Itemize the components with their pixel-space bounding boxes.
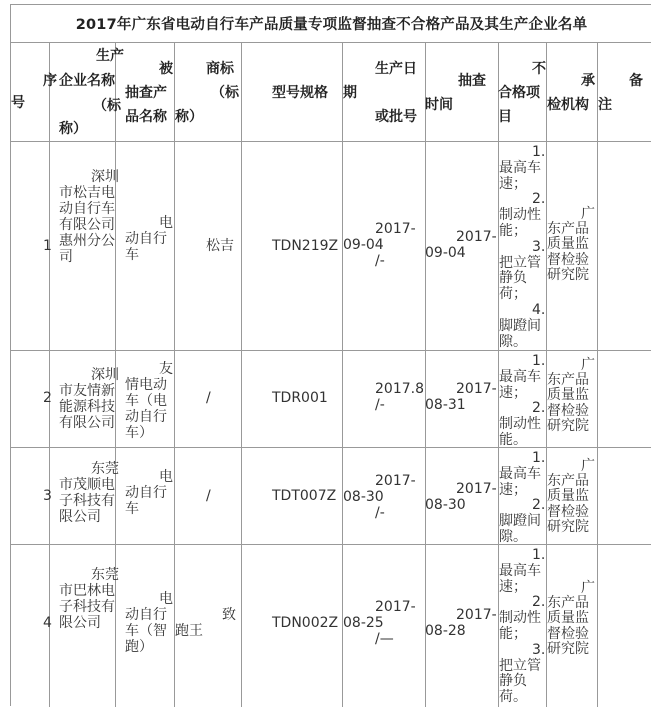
product-name: 动自行 — [125, 485, 167, 501]
failed-item: 能； — [499, 223, 527, 239]
failed-item: 速； — [499, 578, 527, 595]
product-name: 动自行 — [125, 607, 167, 623]
company-name: 能源科技 — [59, 399, 115, 415]
failed-item: 速； — [499, 384, 527, 401]
header-items: 目 — [498, 109, 512, 125]
header-company: （标 — [93, 98, 121, 114]
testing-org: 督检验 — [547, 251, 589, 268]
company-name: 深圳 — [91, 367, 119, 383]
testing-org: 质量监 — [547, 236, 589, 253]
failed-item: 脚蹬间 — [499, 513, 541, 530]
header-org: 检机构 — [547, 97, 589, 113]
company-name: 有限公司 — [59, 415, 115, 431]
product-name: 车（智 — [125, 623, 167, 639]
company-name: 限公司 — [59, 615, 101, 631]
failed-item: 3. — [532, 641, 546, 658]
product-name: 动自行 — [125, 231, 167, 247]
company-name: 市友情新 — [59, 383, 115, 399]
failed-item: 3. — [532, 238, 546, 255]
table-title: 2017年广东省电动自行车产品质量专项监督抽查不合格产品及其生产企业名单 — [11, 5, 651, 43]
testing-org: 广 — [581, 458, 595, 474]
failed-item: 制动性 — [499, 610, 541, 627]
grid-line — [174, 43, 175, 707]
check-time: 2017- — [456, 607, 497, 623]
company-name: 动自行车 — [59, 201, 115, 217]
product-name: 车（电 — [125, 393, 167, 409]
testing-org: 质量监 — [547, 488, 589, 505]
product-name: 友 — [159, 361, 173, 377]
failed-item: 隙。 — [499, 333, 527, 350]
product-name: 电 — [159, 469, 173, 485]
failed-item: 2. — [532, 497, 546, 514]
check-time: 08-31 — [425, 397, 466, 413]
header-check-time: 时间 — [425, 97, 453, 113]
company-name: 惠州分公 — [59, 233, 115, 249]
brand-name: / — [206, 488, 211, 504]
testing-org: 研究院 — [547, 266, 589, 283]
check-time: 08-28 — [425, 623, 466, 639]
failed-item: 1. — [532, 353, 546, 369]
model-spec: TDN002Z — [272, 615, 339, 631]
header-note: 注 — [598, 97, 612, 113]
brand-name: 跑王 — [175, 623, 203, 639]
header-company: 生产 — [96, 48, 124, 64]
brand-name: 松吉 — [206, 238, 234, 254]
brand-name: 致 — [222, 607, 236, 623]
product-name: 车 — [125, 501, 139, 517]
failed-item: 1. — [532, 547, 546, 563]
header-seq: 序 — [43, 73, 57, 89]
failed-item: 2. — [532, 594, 546, 611]
grid-line — [425, 43, 426, 707]
testing-org: 质量监 — [547, 610, 589, 627]
header-org: 承 — [581, 73, 595, 89]
header-prod-date: 或批号 — [375, 109, 417, 125]
production-date: /- — [375, 253, 385, 269]
failed-item: 4. — [532, 302, 546, 318]
failed-item: 脚蹬间 — [499, 317, 541, 334]
product-name: 电 — [159, 591, 173, 607]
header-prod-date: 期 — [343, 85, 357, 101]
row-seq: 3 — [43, 488, 52, 504]
failed-item: 2. — [532, 400, 546, 417]
testing-org: 东产品 — [547, 221, 589, 238]
grid-line — [11, 350, 651, 351]
header-brand: 商标 — [206, 61, 234, 77]
company-name: 子科技有 — [59, 493, 115, 509]
failed-item: 最高车 — [499, 368, 541, 385]
testing-org: 东产品 — [547, 372, 589, 389]
row-seq: 4 — [43, 615, 52, 631]
header-check-time: 抽查 — [458, 73, 486, 89]
testing-org: 督检验 — [547, 503, 589, 520]
header-items: 合格项 — [498, 85, 540, 101]
production-date: /- — [375, 397, 385, 413]
grid-line — [11, 447, 651, 448]
failed-item: 制动性 — [499, 416, 541, 433]
testing-org: 研究院 — [547, 518, 589, 535]
check-time: 09-04 — [425, 245, 466, 261]
failed-item: 能； — [499, 626, 527, 642]
model-spec: TDN219Z — [272, 238, 339, 254]
testing-org: 广 — [581, 357, 595, 373]
header-company: 企业名称 — [59, 73, 115, 89]
product-name: 车 — [125, 247, 139, 263]
failed-item: 1. — [532, 450, 546, 466]
model-spec: TDR001 — [272, 390, 328, 406]
product-name: 车） — [125, 425, 153, 441]
company-name: 东莞 — [91, 461, 119, 477]
header-seq: 号 — [11, 95, 25, 111]
failed-item: 把立管 — [499, 254, 541, 271]
model-spec: TDT007Z — [272, 488, 337, 504]
company-name: 限公司 — [59, 509, 101, 525]
grid-line — [342, 43, 343, 707]
header-items: 不 — [532, 61, 546, 77]
product-name: 跑） — [125, 639, 153, 655]
failed-item: 速； — [499, 175, 527, 192]
brand-name: / — [206, 390, 211, 406]
grid-line — [11, 544, 651, 545]
header-company: 称） — [59, 121, 87, 137]
production-date: 2017- — [375, 473, 416, 489]
header-product: 抽查产 — [125, 85, 167, 101]
grid-line — [597, 43, 598, 707]
check-time: 2017- — [456, 481, 497, 497]
production-date: 08-30 — [343, 489, 384, 505]
failed-item: 隙。 — [499, 529, 527, 545]
grid-line — [241, 43, 242, 707]
company-name: 市茂顺电 — [59, 477, 115, 493]
product-name: 电 — [159, 215, 173, 231]
testing-org: 东产品 — [547, 595, 589, 612]
failed-item: 把立管 — [499, 657, 541, 674]
company-name: 市巴林电 — [59, 583, 115, 599]
header-product: 被 — [159, 61, 173, 77]
header-note: 备 — [629, 73, 643, 89]
failed-item: 1. — [532, 144, 546, 160]
failed-item: 能。 — [499, 432, 527, 448]
testing-org: 广 — [581, 206, 595, 222]
failed-item: 最高车 — [499, 159, 541, 176]
row-seq: 2 — [43, 390, 52, 406]
failed-item: 最高车 — [499, 562, 541, 579]
grid-line — [49, 43, 50, 707]
production-date: /- — [375, 505, 385, 521]
company-name: 市松吉电 — [59, 185, 115, 201]
production-date: 2017- — [375, 599, 416, 615]
failed-item: 制动性 — [499, 207, 541, 224]
company-name: 子科技有 — [59, 599, 115, 615]
row-seq: 1 — [43, 238, 52, 254]
production-date: 09-04 — [343, 237, 384, 253]
header-product: 品名称 — [125, 109, 167, 125]
failed-item: 荷； — [499, 286, 527, 303]
testing-org: 督检验 — [547, 625, 589, 642]
grid-line — [11, 141, 651, 142]
header-model: 型号规格 — [272, 85, 328, 101]
failed-item: 速； — [499, 481, 527, 498]
failed-item: 最高车 — [499, 465, 541, 482]
check-time: 2017- — [456, 229, 497, 245]
company-name: 有限公司 — [59, 217, 115, 233]
testing-org: 督检验 — [547, 402, 589, 419]
production-date: 2017.8 — [375, 381, 424, 397]
product-name: 情电动 — [125, 377, 167, 393]
testing-org: 研究院 — [547, 640, 589, 657]
production-date: 08-25 — [343, 615, 384, 631]
failed-item: 荷。 — [499, 689, 527, 706]
testing-org: 广 — [581, 580, 595, 596]
testing-org: 质量监 — [547, 387, 589, 404]
production-date: 2017- — [375, 221, 416, 237]
testing-org: 东产品 — [547, 473, 589, 490]
failed-item: 静负 — [499, 270, 527, 287]
check-time: 08-30 — [425, 497, 466, 513]
company-name: 深圳 — [91, 169, 119, 185]
company-name: 东莞 — [91, 567, 119, 583]
check-time: 2017- — [456, 381, 497, 397]
failed-item: 2. — [532, 191, 546, 208]
header-prod-date: 生产日 — [375, 61, 417, 77]
product-name: 动自行 — [125, 409, 167, 425]
company-name: 司 — [59, 249, 73, 265]
production-date: /— — [375, 631, 394, 647]
testing-org: 研究院 — [547, 417, 589, 434]
failed-item: 静负 — [499, 673, 527, 690]
results-table — [10, 4, 651, 706]
header-brand: （标 — [211, 85, 239, 101]
header-brand: 称） — [175, 109, 203, 125]
